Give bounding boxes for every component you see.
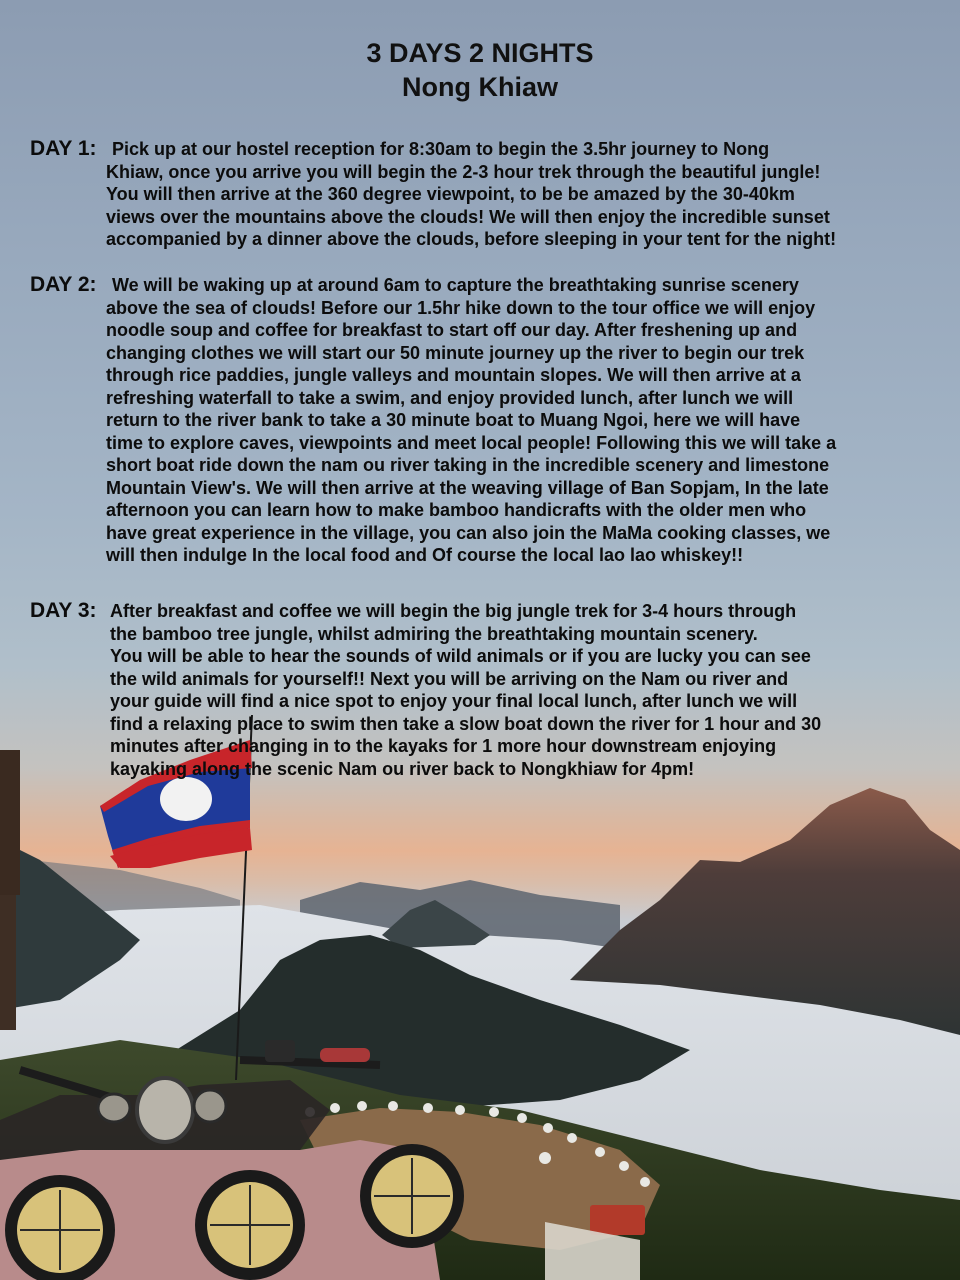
- itinerary-line: through rice paddies, jungle valleys and mountain slopes. We will then arrive at a: [106, 365, 801, 385]
- itinerary-line: short boat ride down the nam ou river taking in the incredible scenery and limestone: [106, 455, 830, 475]
- red-truck: [590, 1205, 645, 1235]
- itinerary-line: afternoon you can learn how to make bamboo handicrafts with the older men who: [106, 500, 807, 520]
- itinerary-line: kayaking along the scenic Nam ou river back to Nongkhiaw for 4pm!: [110, 758, 695, 779]
- wooden-post: [0, 895, 16, 1030]
- page-subtitle: Nong Khiaw: [402, 72, 558, 102]
- day-label: DAY 1:: [30, 137, 97, 160]
- day-label: DAY 2:: [30, 273, 97, 296]
- itinerary-line: Mountain View's. We will then arrive at the weaving village of Ban Sopjam, In the late: [106, 477, 829, 498]
- itinerary-line: You will be able to hear the sounds of wild animals or if you are lucky you can see: [110, 646, 811, 666]
- itinerary-line: your guide will find a nice spot to enjoy your final local lunch, after lunch we will: [110, 691, 798, 711]
- itinerary-line: will then indulge In the local food and Of course the local lao lao whiskey!!: [106, 545, 744, 565]
- itinerary-line: above the sea of clouds! Before our 1.5hr hike down to the tour office we will enjoy: [106, 297, 816, 318]
- page-title: 3 DAYS 2 NIGHTS: [366, 38, 594, 68]
- itinerary-line: Khiaw, once you arrive you will begin the 2-3 hour trek through the beautiful jungle!: [106, 161, 821, 182]
- itinerary-line: the bamboo tree jungle, whilst admiring the breathtaking mountain scenery.: [110, 623, 758, 644]
- itinerary-line: time to explore caves, viewpoints and meet local people! Following this we will take a: [106, 432, 837, 453]
- itinerary-line: After breakfast and coffee we will begin the big jungle trek for 3-4 hours through: [110, 601, 797, 621]
- itinerary-line: minutes after changing in to the kayaks for 1 more hour downstream enjoying: [110, 736, 777, 756]
- itinerary-line: refreshing waterfall to take a swim, and enjoy provided lunch, after lunch we will: [106, 387, 794, 408]
- itinerary-line: You will then arrive at the 360 degree viewpoint, to be be amazed by the 30-40km: [106, 184, 795, 204]
- itinerary-line: the wild animals for yourself!! Next you will be arriving on the Nam ou river and: [110, 668, 789, 689]
- itinerary-line: views over the mountains above the clouds! We will then enjoy the incredible sunset: [106, 206, 830, 227]
- itinerary-line: noodle soup and coffee for breakfast to start off our day. After freshening up and: [106, 320, 798, 340]
- itinerary-line: return to the river bank to take a 30 minute boat to Muang Ngoi, here we will have: [106, 410, 801, 430]
- itinerary-line: Pick up at our hostel reception for 8:30am to begin the 3.5hr journey to Nong: [112, 139, 770, 159]
- itinerary-line: We will be waking up at around 6am to capture the breathtaking sunrise scenery: [112, 275, 799, 295]
- itinerary-line: have great experience in the village, you can also join the MaMa cooking classes, we: [106, 522, 831, 543]
- itinerary-line: find a relaxing place to swim then take a slow boat down the river for 1 hour and 30: [110, 713, 822, 734]
- itinerary-line: accompanied by a dinner above the clouds, before sleeping in your tent for the night!: [106, 229, 837, 249]
- wooden-post: [0, 750, 20, 895]
- itinerary-line: changing clothes we will start our 50 minute journey up the river to begin our trek: [106, 342, 805, 363]
- day-label: DAY 3:: [30, 599, 97, 622]
